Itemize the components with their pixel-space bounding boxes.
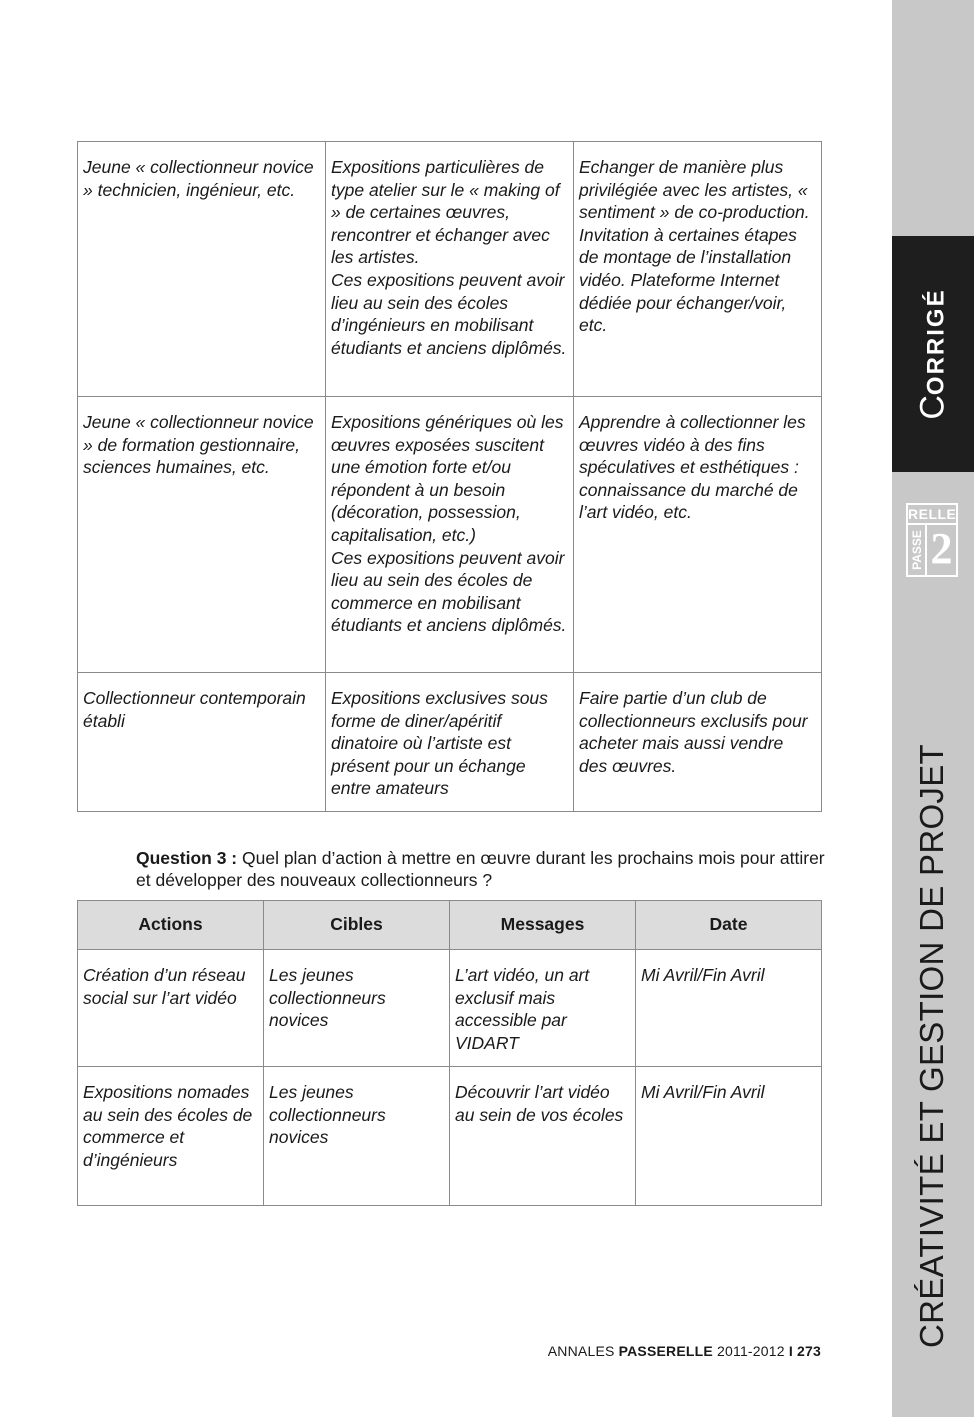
action-plan-table xyxy=(77,900,822,1206)
table-row xyxy=(78,950,822,1067)
message-cell: L’art vidéo, un art exclusif mais accessible par VIDART xyxy=(450,950,636,1067)
exhibitions-cell: Expositions exclusives sous forme de diner/apéritif dinatoire où l’artiste est présent pour un échange entre amateurs xyxy=(326,673,574,812)
offer-cell: Echanger de manière plus privilégiée avec les artistes, « sentiment » de co-production. Invitation à certaines étapes de montage de l’installation vidéo. Plateforme Internet dédiée pour échanger/voir, etc. xyxy=(574,142,822,397)
page-number: 273 xyxy=(792,1343,821,1359)
section-title: CRÉATIVITÉ ET GESTION DE PROJET xyxy=(913,744,950,1348)
logo-number: 2 xyxy=(930,524,953,573)
corrige-label xyxy=(914,288,953,419)
logo-side-strip xyxy=(909,525,927,575)
question-text: Quel plan d’action à mettre en œuvre durant les prochains mois pour attirer et développer des nouveaux collectionneurs ? xyxy=(136,847,825,891)
passerelle-logo xyxy=(906,503,958,577)
question-label: Question 3 : xyxy=(136,847,238,868)
message-cell: Découvrir l’art vidéo au sein de vos écoles xyxy=(450,1067,636,1206)
table-row xyxy=(78,673,822,812)
profile-cell: Collectionneur contemporain établi xyxy=(78,673,326,812)
date-cell: Mi Avril/Fin Avril xyxy=(636,950,822,1067)
corrige-rest: ORRIGÉ xyxy=(922,288,950,396)
header-date: Date xyxy=(636,901,822,950)
exhibitions-cell: Expositions particulières de type atelier sur le « making of » de certaines œuvres, rencontrer et échanger avec les artistes. Ces expositions peuvent avoir lieu au sein des écoles d’ingénieurs en mobilisant étudiants et anciens diplômés. xyxy=(326,142,574,397)
profile-cell: Jeune « collectionneur novice » technicien, ingénieur, etc. xyxy=(78,142,326,397)
target-cell: Les jeunes collectionneurs novices xyxy=(264,1067,450,1206)
header-cibles: Cibles xyxy=(264,901,450,950)
action-cell: Expositions nomades au sein des écoles de commerce et d’ingénieurs xyxy=(78,1067,264,1206)
date-cell: Mi Avril/Fin Avril xyxy=(636,1067,822,1206)
target-cell: Les jeunes collectionneurs novices xyxy=(264,950,450,1067)
corrige-tab xyxy=(892,236,974,472)
profiles-table xyxy=(77,141,822,812)
offer-cell: Apprendre à collectionner les œuvres vidéo à des fins spéculatives et esthétiques : connaissance du marché de l’art vidéo, etc. xyxy=(574,397,822,673)
footer-separator: I xyxy=(788,1343,793,1359)
footer-brand: PASSERELLE xyxy=(618,1343,713,1359)
header-actions: Actions xyxy=(78,901,264,950)
table-header-row xyxy=(78,901,822,950)
table-row xyxy=(78,1067,822,1206)
exhibitions-cell: Expositions génériques où les œuvres exposées suscitent une émotion forte et/ou répondent à un besoin (décoration, possession, capitalisation, etc.) Ces expositions peuvent avoir lieu au sein des écoles de commerce en mobilisant étudiants et anciens diplômés. xyxy=(326,397,574,673)
right-sidebar-band xyxy=(892,0,974,1417)
logo-top-text: RELLE xyxy=(908,505,956,525)
table-row xyxy=(78,142,822,397)
action-cell: Création d’un réseau social sur l’art vidéo xyxy=(78,950,264,1067)
logo-side-text: PASSE xyxy=(910,530,924,570)
corrige-initial: C xyxy=(913,395,952,420)
page-footer xyxy=(548,1343,821,1359)
profile-cell: Jeune « collectionneur novice » de formation gestionnaire, sciences humaines, etc. xyxy=(78,397,326,673)
question-3 xyxy=(136,847,826,892)
table-row xyxy=(78,397,822,673)
footer-prefix: ANNALES xyxy=(547,1343,619,1359)
offer-cell: Faire partie d’un club de collectionneurs exclusifs pour acheter mais aussi vendre des œuvres. xyxy=(574,673,822,812)
footer-years: 2011-2012 xyxy=(712,1343,789,1359)
header-messages: Messages xyxy=(450,901,636,950)
